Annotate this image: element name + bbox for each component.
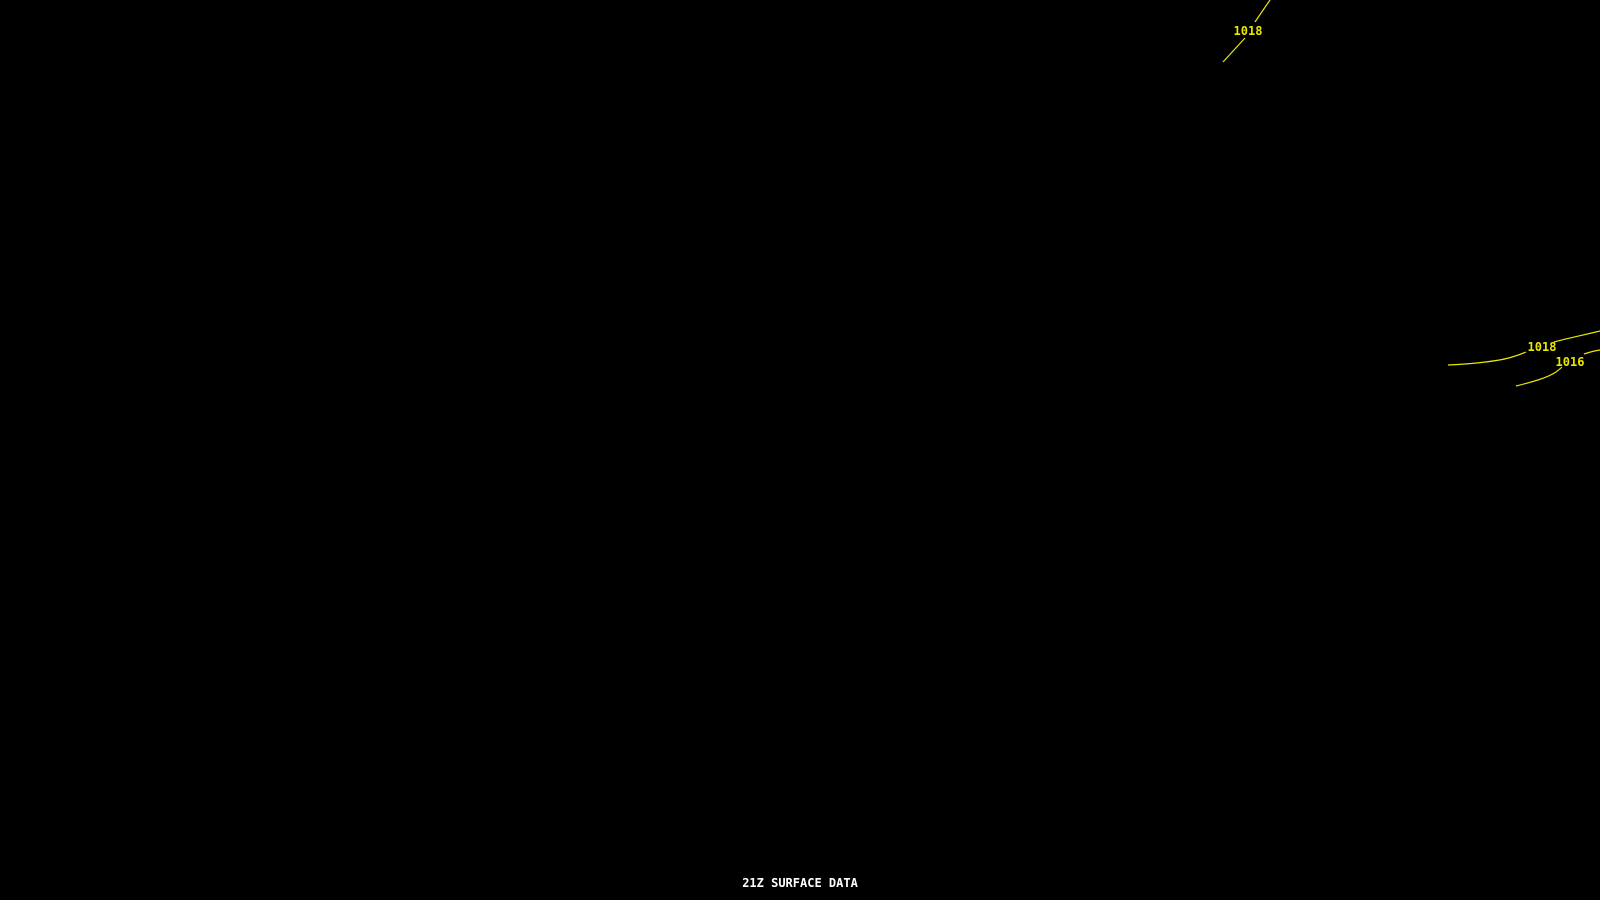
map-caption: 21Z SURFACE DATA [742, 876, 858, 890]
isobar-label-1016-2: 1016 [1555, 355, 1585, 369]
isobar-label-1018-0: 1018 [1233, 24, 1263, 38]
isobar-label-1018-1: 1018 [1527, 340, 1557, 354]
